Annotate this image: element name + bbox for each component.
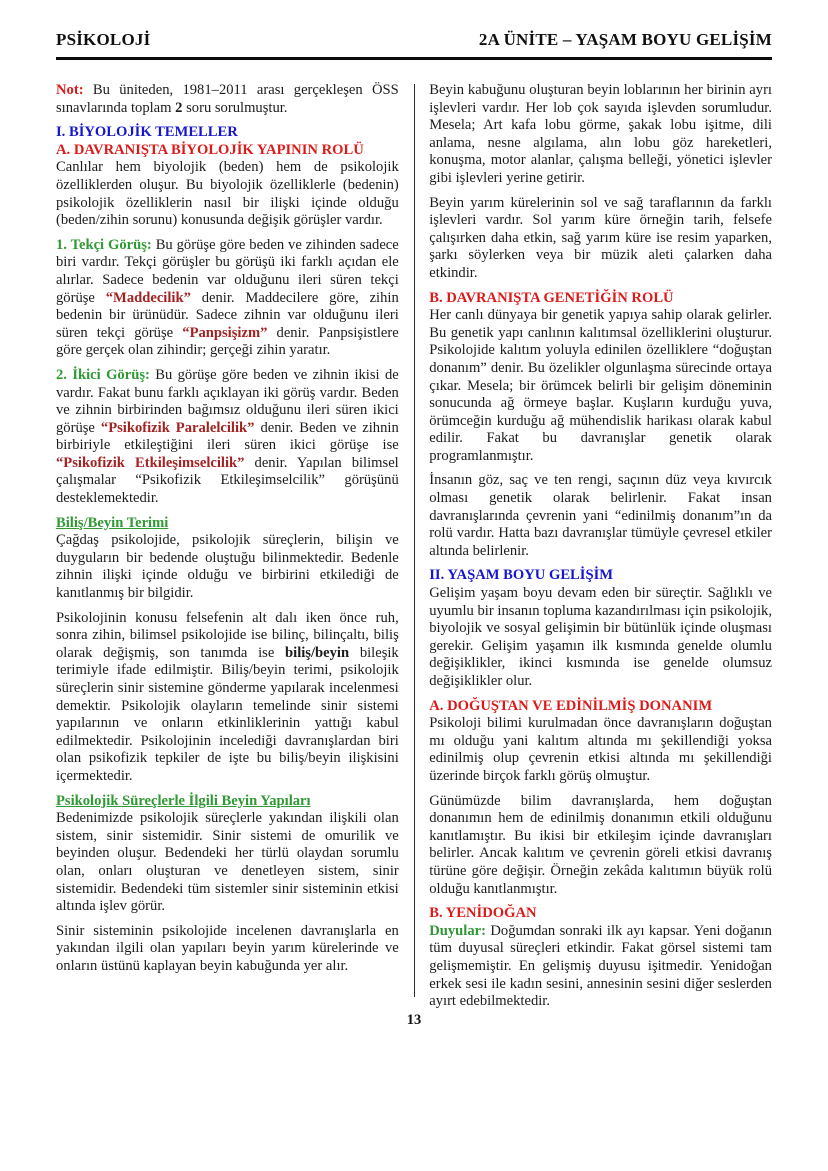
left-column [56,82,399,1011]
term-psikofizik-paralelcilik: “Psikofizik Paralelcilik” [100,419,255,436]
para-tekci-gorus [56,237,399,360]
text-run: bileşik terimiyle ifade edilmiştir. Biliş/beyin terimi, psikolojik süreçlerin sinir sistemine gönderme yapılarak incelenmesi demektir. Psikolojik olayların temelinde sinir sistemi yapılarının ve onların etkinliklerinin yattığı kabul edilmektedir. Psikolojinin incelediği davranışlardan biri olan psikofizik tepkiler de işte bu biliş/beyin ilişkisini içermektedir. [56,644,399,784]
text-run: II. YAŞAM BOYU GELİŞİM [429,567,614,584]
text-run: A. DOĞUŞTAN VE EDİNİLMİŞ DONANIM [429,697,713,714]
para-yarim-kureler [429,195,772,283]
text-run: soru sorulmuştur. [182,99,288,116]
text-run: Bedenimizde psikolojik süreçlerle yakından ilişkili olan sistem, sinir sistemidir. Sinir sistemi de omurilik ve beyinden oluşur. Bedendeki her türlü olaydan sorumlu olan, onları oluşturan ve denetleyen sistem, sinir sistemidir. Bedendeki tüm sistemler sinir sisteminin etkisi altında işlev görür. [56,810,399,915]
text-run: Psikolojik Süreçlerle İlgili Beyin Yapıları [56,792,311,809]
term-panpsisizm: “Panpsişizm” [182,324,268,341]
heading-davranista-biyolojik-yapinin-rolu [56,142,399,160]
heading-dogustan-edinilmis-donanim [429,698,772,716]
heading-yasam-boyu-gelisim [429,567,772,585]
text-run: Bu görüşe göre beden ve zihinden sadece biri vardır. Tekçi görüşler bu görüşü iki farklı açıdan ele alırlar. Sadece bedenin var olduğunu ileri süren tekçi görüşe [56,236,399,306]
text-run: B. YENİDOĞAN [429,905,537,922]
term-bilis-beyin: biliş/beyin [285,644,350,661]
heading-beyin-yapilari [56,793,399,811]
question-count: 2 [175,99,183,116]
two-column-layout [56,82,772,1011]
header-left-title: PSİKOLOJİ [56,30,151,49]
term-duyular: Duyular: [429,922,486,939]
para-gelisim-surec [429,585,772,691]
para-beyin-loblari [429,82,772,188]
text-run: I. BİYOLOJİK TEMELLER [56,124,238,141]
text-run: İnsanın göz, saç ve ten rengi, saçının düz veya kıvırcık olması genetik olarak belirlenir. Fakat insan davranışlarında çevrenin yani “edinilmiş donanım”ın da rolü vardır. Hatta bazı davranışlar tümüyle çevresel etkiler altında belirlenir. [429,472,772,559]
page-number: 13 [406,1011,422,1028]
text-run: A. DAVRANIŞTA BİYOLOJİK YAPININ ROLÜ [56,141,364,158]
text-run: Gelişim yaşam boyu devam eden bir süreçtir. Sağlıklı ve uyumlu bir insanın topluma kazandırılması için psikolojik, biyolojik ve sosyal gelişimin bir bütünlük içinde oluşması gerekir. Gelişim yaşamın ilk kısmında genelde olumlu değişiklikler, ikinci kısmında ise genelde olumsuz değişiklikler olur. [429,585,772,689]
text-run: Bu üniteden, 1981–2011 arası gerçekleşen ÖSS sınavlarında toplam [56,82,399,116]
page-header [56,30,772,50]
para-gunumuzde-bilim [429,793,772,899]
text-run: denir. Beden ve zihnin birbiriyle etkileştiğini ileri süren ikici görüşe ise [56,419,399,454]
text-run: denir. Maddecilere göre, zihin bedenin bir ürünüdür. Sadece zihnin var olduğunu ileri süren tekçi görüşe [56,289,399,341]
note-paragraph [56,82,399,117]
page-footer [56,1012,772,1029]
text-run: Günümüzde bilim davranışlarda, hem doğuştan donanımın hem de edinilmiş donanımın etkili olduğunu kanıtlamıştır. Bu ikisi bir etkileşim içinde davranışları belirler. Ancak kalıtım ve çevrenin göreli etkisi davranış türüne göre değişir. Örneğin zekâda kalıtımın büyük rolü olduğu kanıtlanmıştır. [429,792,772,897]
header-right-title: 2A ÜNİTE – YAŞAM BOYU GELİŞİM [478,30,772,49]
para-cagdas-psikoloji [56,532,399,602]
text-run: denir. Panpsişistlere göre gerçek olan zihindir; gerçeği zihin yaratır. [56,324,399,359]
para-genetik-yapi [429,307,772,465]
right-column [429,82,772,1011]
text-run: Bu görüşe göre beden ve zihnin ikisi de vardır. Fakat bunu farklı açıklayan iki görüş vardır. Beden ve zihnin birbirinden bağımsız olduğunu ileri süren ikici görüşe [56,366,399,436]
term-ikici-gorus: 2. İkici Görüş: [56,366,150,383]
term-psikofizik-etkilesimselcilik: “Psikofizik Etkileşimselcilik” [56,454,245,471]
para-duyular [429,923,772,1011]
para-insan-ozellikleri [429,472,772,560]
text-run: Canlılar hem biyolojik (beden) hem de psikolojik özelliklerden oluşur. Bu biyolojik özelliklerle (bedenin) psikolojik özelliklerin nasıl bir ilişki içinde olduğu (beden/zihin sorunu) konusunda değişik görüşler vardır. [56,159,399,229]
para-canlilar [56,159,399,229]
text-run: Biliş/Beyin Terimi [56,514,169,531]
para-sinir-sistemi [56,810,399,916]
heading-biyolojik-temeller [56,124,399,142]
para-psikoloji-oncesi [429,715,772,785]
column-divider [414,84,415,997]
term-tekci-gorus: 1. Tekçi Görüş: [56,236,152,253]
text-run: Her canlı dünyaya bir genetik yapıya sahip olarak gelirler. Bu genetik yapı canlının kalıtımsal özelliklerini oluşturur. Psikolojide kalıtım yoluyla edinilen özelliklere “doğuştan donanım” denir. Bu özelikler olgunlaşma sürecinde ortaya çıkar. Mesela; bir örümcek belirli bir gelişim döneminin sonucunda ağ örmeye başlar. Kuşların kurduğu yuva, örümceğin kurduğu ağ mühendislik harikası olarak kabul edilir. Fakat bu davranışlar genetik olarak programlanmıştır. [429,307,772,464]
text-run: Beyin yarım kürelerinin sol ve sağ taraflarının da farklı işlevleri vardır. Sol yarım küre örneğin tarih, felsefe çalışırken daha etkin, sağ yarım küre ise resim yaparken, şarkı söylerken veya bir müzik aleti çalarken daha etkindir. [429,194,772,281]
para-ikici-gorus [56,367,399,508]
heading-genetik-rolu [429,290,772,308]
text-run: Doğumdan sonraki ilk ayı kapsar. Yeni doğanın tüm duyusal süreçleri etkindir. Fakat görsel sistemi tam gelişmemiştir. En gelişmiş duyusu işitmedir. Yenidoğan erkek sesi ile kadın sesini, annesinin sesini diğer seslerden ayırt edebilmektedir. [429,922,772,1010]
para-psikolojinin-konusu [56,610,399,786]
header-rule [56,57,772,60]
text-run: Beyin kabuğunu oluşturan beyin loblarının her birinin ayrı işlevleri vardır. Her lob çok sayıda işlevden sorumludur. Mesela; Art kafa lobu görme, şakak lobu işitme, dili anlama, nesne algılama, alın lobu göz hareketleri, konuşma, motor alanlar, çalışma belleği, yönetici işlevler gibi işlevleri yerine getirir. [429,82,772,186]
text-run: Sinir sisteminin psikolojide incelenen davranışlarla en yakından ilgili olan yapıları beyin yarım kürelerinde ve onların üstünü kaplayan beyin kabuğunda yer alır. [56,922,399,974]
text-run: Psikoloji bilimi kurulmadan önce davranışların doğuştan mı olduğu yani kalıtım altında mı şekillendiği yoksa edinilmiş olup çevrenin etkisi altında mı şekillendiği üzerinde birçok farklı görüş olmuştur. [429,715,772,784]
text-run: Psikolojinin konusu felsefenin alt dalı iken önce ruh, sonra zihin, bilimsel psikolojide ise bilinç, bilinçaltı, biliş olarak değişmiş, son tanımda ise [56,609,399,661]
heading-bilis-beyin-terimi [56,515,399,533]
text-run: B. DAVRANIŞTA GENETİĞİN ROLÜ [429,289,674,306]
note-label: Not: [56,82,84,98]
heading-yenidogan [429,905,772,923]
text-run: Çağdaş psikolojide, psikolojik süreçlerin, bilişin ve duyguların bir bedende oluştuğu bilinmektedir. Bedenle zihnin ilişki içinde olduğu ve birbirini etkilediği de kanıtlanmış bir bilgidir. [56,532,399,602]
term-maddecilik: “Maddecilik” [105,289,191,306]
text-run: denir. Yapılan bilimsel çalışmalar “Psikofizik Etkileşimselcilik” görüşünü desteklemektedir. [56,454,399,507]
para-beyin-kabugu [56,923,399,976]
